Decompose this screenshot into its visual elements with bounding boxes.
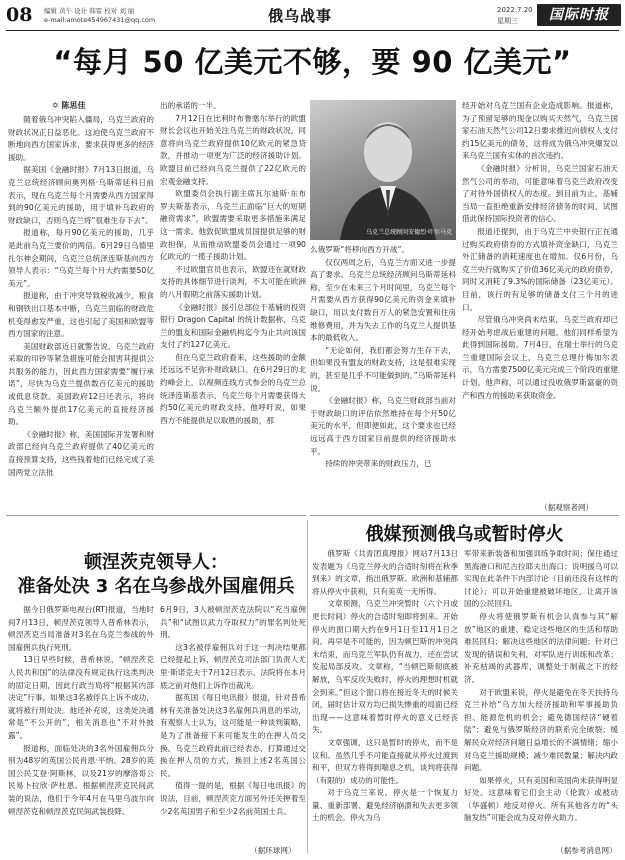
page-number: 08 bbox=[6, 4, 33, 26]
byline bbox=[52, 100, 86, 111]
paragraph: 文章强调，这只是暂时的停火，而不是议和。虽然几乎不可能直接就从停火过渡到和平，但双方将得到喘息之机，谈判将获得（有限的）成功的可能性。 bbox=[312, 737, 458, 785]
section-divider bbox=[6, 515, 306, 516]
paragraph: 报道称，由于冲突导致税收减少，粮食和钢铁出口基本中断，乌克兰面临的财政危机变得愈发严重，这也引起了美国和欧盟等西方国家的注意。 bbox=[8, 291, 154, 339]
email-line: e-mail:amote454967431@qq.com bbox=[44, 16, 156, 24]
column-divider bbox=[307, 520, 308, 854]
article1-column-4 bbox=[462, 100, 618, 500]
section-divider-right bbox=[310, 515, 619, 516]
paragraph: 么俄罗斯“将移向西方开战”。 bbox=[310, 245, 409, 254]
article2-signature: （据环球网） bbox=[250, 846, 296, 855]
masthead-logo bbox=[537, 4, 621, 26]
masthead-text: 国际时报 bbox=[549, 7, 609, 23]
paragraph: 如果停火，只有美国和英国尚未获得明显好处。这意味着它们会主动（伦敦）或被动（华盛顿）地反对停火。所有其他各方的“头脑发热”可能会成为反对停火助力。 bbox=[464, 775, 618, 823]
article1-column-1 bbox=[8, 114, 154, 524]
paragraph: 据美国《金融时报》7月13日报道，乌克兰总统经济顾问奥列格·乌斯蒂延科日前表示，现在乌克兰每个月需要从西方国家得到的90亿美元的援助，用于填补乌政府的财政缺口，否则乌克兰将“很难生存下去”。 bbox=[8, 165, 154, 225]
paragraph: 但在乌克兰政府看来，这些援助的金额还远远不足弥补财政缺口。在6月29日的北约峰会上，以视频连线方式参会的乌克兰总统泽连斯基表示，乌克兰每个月需要获得大约50亿美元的财政支持。他呼吁说，如果西方不能提供足以取胜的援助，那 bbox=[160, 352, 306, 425]
paragraph: 《金融时报》称，乌克兰财政部当前对于财政缺口的评估依然维持在每个月50亿美元的水平，但即便如此，这个要求也已经远远高于西方国家目前提供的经济援助水平。 bbox=[310, 396, 456, 456]
paragraph: 持续的冲突带来的财政压力，已 bbox=[325, 459, 432, 469]
paragraph: 《金融时报》称，美国国际开发署和财政部已经向乌克兰政府提供了40亿美元的直接预算支持，这些钱着他们已经完成了美国两党立法批 bbox=[8, 429, 154, 477]
photo-caption: 乌克兰总统顾问安德烈·叶尔马克 bbox=[366, 229, 452, 236]
article1-signature: （据观察者网） bbox=[540, 503, 594, 512]
paragraph: 美国财政部近日就警告说，乌克兰政府采取的印钞等紧急措施可能会损害其提供公共服务的能力，因此西方国家需要“履行承诺”，尽快为乌克兰提供数百亿美元的援助或低息贷款。美国政府12日还表示，将向乌克兰额外提供17亿美元的直接经济援助。 bbox=[8, 341, 154, 427]
article3-column-1 bbox=[312, 548, 458, 854]
paragraph: 7月12日在比利时布鲁塞尔举行的欧盟财长会议也开始关注乌克兰的财政状况，同意将向乌克兰政府提供10亿欧元的紧急贷款，并推动一项更为广泛的经济援助计划。欧盟目前已经向乌克兰提供了22亿欧元的宏观金融支持。 bbox=[160, 113, 306, 186]
paragraph: 欧盟委员会执行副主席瓦尔迪斯·东布罗夫斯基表示，乌克兰正面临“巨大的短期融资需求”，欧盟需要采取更多措施来满足这一需求。他敦促欧盟成员国提供足够的财政担保，从而推动欧盟委员会通过一项90亿欧元的一揽子援助计划。 bbox=[160, 189, 306, 262]
article3-headline: 俄媒预测俄乌或暂时停火 bbox=[365, 524, 564, 545]
article2-headline-line1: 顿涅茨克领导人： bbox=[84, 552, 228, 573]
paragraph: 仅仅两周之后，乌克兰方面又进一步提高了要求。乌克兰总统经济顾问乌斯蒂延科称，至少在未来三个月时间里，乌克兰每个月需要从西方获得90亿美元的资金来填补缺口，用以支付数百万人的紧急安置和住房维修费用，并为失去工作的乌克兰人提供基本的最低收入。 bbox=[310, 257, 456, 343]
article1-column-2 bbox=[160, 100, 306, 524]
paragraph: 报道称，面临处决的3名外国雇佣兵分别为48岁的英国公民肖恩·平纳、28岁的英国公民艾登·阿斯林，以及21岁的摩洛哥公民易卜拉欣·萨杜恩。根据顿涅茨克民间武装的说法，他们于今年4月在马里乌波尔向顿涅茨克和顿涅茨克民间武装投降。 bbox=[8, 743, 154, 816]
paragraph: 不过欧盟官员也表示，欧盟还在就财政支持的具体细节进行谈判，不太可能在欧洲的八月假期之前落实援助计划。 bbox=[160, 264, 306, 299]
article2-column-2 bbox=[160, 604, 306, 844]
issue-date: 2022.7.20 bbox=[497, 6, 533, 14]
paragraph: 停火将使俄罗斯有机会认真参与其“解放”地区的重建、稳定这些地区的生活和帮助难民回归；解决这些地区的法律问题；针对已发现的错误和失利，对军队进行训练和改革；补充枯竭的武器库，调整处于制裁之下的经济。 bbox=[464, 611, 618, 684]
paragraph: 这3名被俘雇佣兵对于这一判决结果都已经提起上诉，顿涅茨克司法部门负责人尤里·斯诺克夫于7月12日表示，法院将在本月底之前对他们上诉作出裁决。 bbox=[160, 642, 306, 690]
paragraph: 尽管俄乌冲突尚未结束，乌克兰政府却已经开始考虑战后重建的问题。他们同样希望为此得到国际援助。7月4日，在瑞士举行的乌克兰重建国际会议上，乌克兰总理什梅加尔表示，乌方需要7500亿美元完成三个阶段的重建计划。他声称，可以通过没收俄罗斯富豪的资产和西方的援助来获取资金。 bbox=[462, 315, 618, 400]
article1-photo bbox=[310, 100, 456, 240]
paragraph: 出的承诺的一半。 bbox=[160, 101, 221, 110]
paragraph: 对于乌克兰来说，停火是一个恢复力量、重新部署、避免经济崩溃和失去更多领土的机会。停火为乌 bbox=[312, 788, 458, 823]
paragraph: 据今日俄罗斯电视台(RT)报道，当地时间7月13日，顿涅茨克领导人普希林表示，顿涅茨克当局准备对3名在乌克兰参战的外国雇佣兵执行死刑。 bbox=[8, 605, 154, 652]
article2-column-1 bbox=[8, 604, 154, 854]
portrait-figure bbox=[310, 100, 456, 240]
section-title: 俄乌战事 bbox=[268, 7, 333, 25]
article3-column-2 bbox=[464, 548, 618, 844]
paragraph: 对于欧盟来说，停火是避免在冬天扶持乌克兰补给“乌方加大经济援助和军事援助负担、能源危机的机会；避免德国经济“硬着陆”；避免与俄罗斯经济的联系完全破裂；缓解民众对经济问题日益增长的不满情绪；缩小对乌克兰援助规模；减少难民数量；解决内政问题。 bbox=[464, 687, 618, 773]
paragraph: 《金融时报》援引总部位于基辅的投资银行 Dragon Capital 的统计数据称，乌克兰的盟友和国际金融机构迄今为止共向该国支付了约127亿美元。 bbox=[160, 302, 306, 350]
byline-author: 陈思佳 bbox=[61, 101, 86, 110]
paragraph: 《金融时报》分析说，乌克兰国家石油天然气公司的举动，可能意味着乌克兰政府改变了对待外国债权人的态度。到目前为止，基辅当局一直拒绝重新安排经济债务的时间，试图借此保持国际投资者的信心。 bbox=[462, 163, 618, 224]
paragraph: 报道还提到，由于乌克兰中央银行正在通过购买政府债券的方式填补资金缺口，乌克兰外汇储备的消耗速度也在增加。仅6月份，乌克兰央行就购买了价值36亿美元的政府债券，同时又消耗了9.3%的国际储备（23亿美元）。目前，该行的有足够的储备支付三个月的进口。 bbox=[462, 226, 618, 312]
paragraph: 值得一提的是，根据《每日电讯报》的说法，目前，顿涅茨克方面另外还关押着至少2名英国男子和至少2名前英国士兵。 bbox=[160, 781, 306, 816]
paragraph: 军带来新装备和加强训练争取时间；保住通过黑海港口和尼古拉耶夫出海口；说明援乌可以实现在此条件下内部讨论（目前还没有这样的讨论）；可以开始重建被破坏地区，让离开该国的公民回归。 bbox=[464, 549, 618, 609]
article2-headline-line2: 准备处决 3 名在乌参战外国雇佣兵 bbox=[17, 576, 295, 597]
paragraph: 随着俄乌冲突陷入僵局，乌克兰政府的财政状况正日益恶化。这迫使乌克兰政府不断地向西方国家诉求，要求获得更多的经济援助。 bbox=[8, 115, 154, 162]
paragraph: 13日早些时候，普希林说，“顿涅茨克人民共和国”的法律没有规定执行这类判决的固定日期，因此行政当局将“根据其内部决定”行事。如果这3名被俘兵上诉不成功，就将被行刑处决。他还补充说，这类处决通常是“不公开的”，相关消息也“不对外披露”。 bbox=[8, 655, 154, 740]
article1-headline: “每月 50 亿美元不够，要 90 亿美元” bbox=[53, 45, 572, 79]
byline-icon: ✡ bbox=[52, 101, 59, 110]
paragraph: “无论如何，我们都会努力生存下去，但如果没有盟友的财政支持，这是很难实现的，甚至是几乎不可能做到的。”乌斯蒂延科说。 bbox=[310, 345, 456, 393]
editor-credits: 编辑 黄午 设计 韩雷 校对 刘 丽 bbox=[44, 7, 135, 15]
paragraph: 报道称，每月90亿美元的援助，几乎是此前乌克兰要价的两倍。6月29日乌德里扎尔神会期间，乌克兰总统泽连斯基向西方领导人表示：“乌克兰每个月大约需要50亿美元”。 bbox=[8, 228, 154, 288]
article3-signature: （据参考消息网） bbox=[556, 846, 617, 855]
article1-column-3 bbox=[310, 244, 456, 524]
paragraph: 俄罗斯《共青团真理报》网站7月13日发表题为《乌克兰停火的合适时刻将在秋季到来》的文章，指出俄罗斯、欧洲和基辅都将从停火中获利，只有美英一无所得。 bbox=[312, 549, 458, 596]
paragraph: 据英国《每日电讯报》报道，针对普希林有关准备处决这3名雇佣兵消息的举动，有观察人士认为，这可能是一种谈判策略，是为了准备接下来可能发生的在押人员交换。乌克兰政府此前已经表态，打算通过交换在押人员的方式，换回上述2名英国公民。 bbox=[160, 693, 306, 778]
header-rule bbox=[6, 30, 619, 31]
paragraph: 6月9日，3人被顿涅茨克法院以“充当雇佣兵”和“试图以武力夺取权力”的罪名判处死刑。 bbox=[160, 605, 306, 640]
issue-weekday: 星期三 bbox=[497, 17, 518, 25]
paragraph: 文章预测，乌克兰冲突暂时（六个月或更长时间）停火的合适时刻即将到来。开始停火的窗口期大约在9月1日至11月1日之间。再早是不可能的，因为顿巴斯的冲突尚未结束，而乌克兰军队仍有战力，还在尝试发起局部反攻。文章称，“当顿巴斯彻底被解放，乌军反攻失败时，停火的理想时机就会到来。”但这个窗口将在接近冬天的时候关闭，届时估计双方均已损失惨重的局面已经出现——这意味着暂时停火的意义已经丧失。 bbox=[312, 599, 458, 735]
paragraph: 经开始对乌克兰国有企业造成影响。报道称，为了预留足够的现金以购买天然气，乌克兰国家石油天然气公司12日要求推迟向债权人支付约15亿美元的债务，这将成为俄乌冲突爆发以来乌克兰国有实体的首次违约。 bbox=[462, 101, 618, 161]
